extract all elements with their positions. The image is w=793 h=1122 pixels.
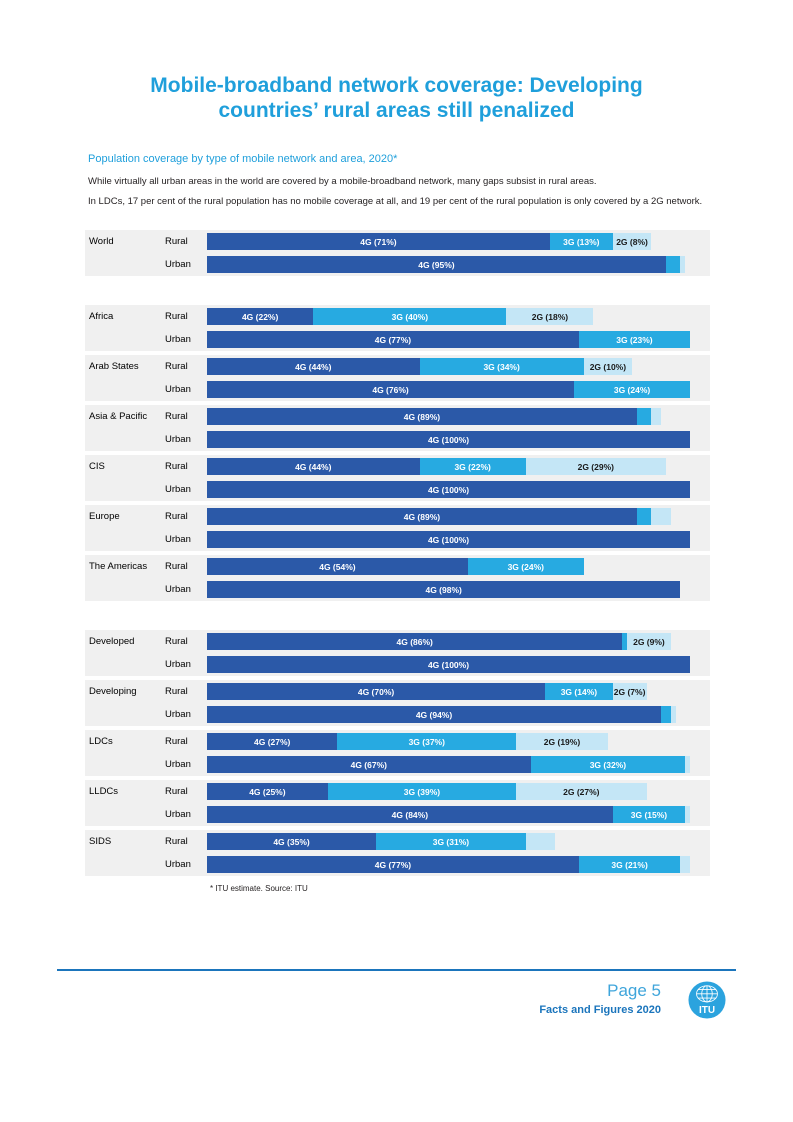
region-rows [165,230,710,276]
segment-label: 3G (15%) [630,809,668,820]
bar-row-urban [165,803,710,826]
region-rows [165,505,710,551]
bar-row-rural [165,830,710,853]
bar-segment-2g [613,683,647,700]
bar-segment-4g [207,481,690,498]
bar-segment-3g [637,408,651,425]
segment-label: 3G (21%) [611,859,648,870]
region-rows [165,630,710,676]
bar-segment-3g [579,856,680,873]
area-label: Urban [165,659,191,670]
bar-track [207,856,690,873]
area-label: Urban [165,709,191,720]
bar-segment-3g [545,683,613,700]
segment-label: 2G (18%) [531,311,569,322]
bar-segment-3g [579,331,690,348]
segment-label: 4G (44%) [295,361,332,372]
bar-segment-4g [207,308,313,325]
bar-segment-2g [680,856,690,873]
segment-label: 3G (24%) [507,561,544,572]
bar-row-rural [165,680,710,703]
chart-title: Population coverage by type of mobile network and area, 2020* [88,153,398,165]
region-rows [165,405,710,451]
bar-track [207,656,690,673]
region-group-ldcs [85,728,710,778]
bar-segment-4g [207,431,690,448]
bar-segment-4g [207,331,579,348]
region-label: Developing [89,686,137,697]
region-label: World [89,236,114,247]
bar-row-urban [165,378,710,401]
bar-track [207,308,690,325]
bar-segment-4g [207,833,376,850]
bar-row-urban [165,328,710,351]
bar-row-urban [165,428,710,451]
bar-segment-2g [651,508,670,525]
bar-track [207,431,690,448]
segment-label: 4G (77%) [374,334,412,345]
region-label: SIDS [89,836,112,847]
segment-label: 4G (77%) [374,859,412,870]
region-group-world [85,228,710,278]
bar-row-rural [165,355,710,378]
bar-track [207,481,690,498]
region-rows [165,455,710,501]
page-number: Page 5 [607,981,661,1000]
bar-segment-4g [207,256,666,273]
area-label: Rural [165,686,188,697]
bar-segment-3g [420,458,526,475]
bar-track [207,358,690,375]
bar-segment-4g [207,508,637,525]
page-title-line-1: Mobile-broadband network coverage: Developing [150,74,643,97]
bar-segment-2g [516,733,608,750]
area-label: Urban [165,384,191,395]
intro-line-1: While virtually all urban areas in the world are covered by a mobile-broadband network, many gaps subsist in rural areas. [88,176,597,187]
segment-label: 4G (94%) [415,709,453,720]
region-group-asia-pacific [85,403,710,453]
bar-row-rural [165,630,710,653]
bar-row-urban [165,753,710,776]
area-label: Rural [165,411,188,422]
bar-segment-2g [613,233,652,250]
segment-label: 4G (89%) [403,411,441,422]
segment-label: 4G (89%) [403,511,441,522]
segment-label: 4G (71%) [360,236,397,247]
region-group-developed [85,628,710,678]
bar-segment-4g [207,783,328,800]
area-label: Rural [165,786,188,797]
globe-icon [697,986,718,1002]
bar-row-urban [165,653,710,676]
bar-segment-4g [207,558,468,575]
area-label: Rural [165,361,188,372]
region-label: LLDCs [89,786,119,797]
segment-label: 4G (76%) [372,384,409,395]
bar-segment-3g [531,756,686,773]
bar-segment-3g [376,833,526,850]
segment-label: 4G (98%) [425,584,462,595]
region-rows [165,730,710,776]
region-rows [165,830,710,876]
chart-footnote: * ITU estimate. Source: ITU [210,884,308,893]
bar-row-urban [165,578,710,601]
bar-track [207,806,690,823]
segment-label: 3G (23%) [616,334,653,345]
bar-segment-4g [207,733,337,750]
bar-row-rural [165,505,710,528]
area-label: Urban [165,334,191,345]
bar-segment-3g [637,508,651,525]
bar-segment-3g [666,256,680,273]
bar-track [207,733,690,750]
bar-segment-4g [207,683,545,700]
bar-track [207,833,690,850]
bar-segment-4g [207,856,579,873]
bar-segment-4g [207,656,690,673]
bar-track [207,581,690,598]
area-label: Urban [165,434,191,445]
bar-track [207,458,690,475]
segment-label: 4G (22%) [241,311,279,322]
region-group-africa [85,303,710,353]
bar-segment-4g [207,381,574,398]
region-rows [165,780,710,826]
bar-segment-2g [680,256,685,273]
bar-segment-2g [506,308,593,325]
segment-label: 2G (7%) [613,686,646,697]
bar-segment-4g [207,581,680,598]
bar-segment-4g [207,233,550,250]
bar-row-urban [165,528,710,551]
region-group-developing [85,678,710,728]
segment-label: 4G (86%) [396,636,433,647]
bar-segment-3g [574,381,690,398]
segment-label: 4G (95%) [418,259,455,270]
region-label: The Americas [89,561,148,572]
segment-label: 2G (29%) [577,461,614,472]
bar-segment-3g [313,308,506,325]
bar-row-rural [165,305,710,328]
area-label: Rural [165,311,188,322]
segment-label: 4G (54%) [319,561,356,572]
bar-track [207,381,690,398]
bar-segment-3g [661,706,671,723]
area-label: Urban [165,759,191,770]
region-label: Developed [89,636,135,647]
segment-label: 3G (37%) [408,736,445,747]
segment-label: 4G (70%) [357,686,395,697]
segment-label: 4G (100%) [427,534,470,545]
region-label: Africa [89,311,114,322]
segment-label: 3G (22%) [454,461,491,472]
bar-row-rural [165,405,710,428]
segment-label: 4G (100%) [427,659,470,670]
region-rows [165,680,710,726]
bar-segment-4g [207,358,420,375]
itu-logo [688,981,726,1019]
region-label: Arab States [89,361,139,372]
area-label: Rural [165,836,188,847]
bar-track [207,233,690,250]
region-rows [165,355,710,401]
segment-label: 3G (40%) [391,311,429,322]
bar-segment-3g [337,733,516,750]
region-group-arab-states [85,353,710,403]
bar-track [207,783,690,800]
bar-segment-3g [550,233,613,250]
bar-row-urban [165,853,710,876]
bar-track [207,683,690,700]
area-label: Rural [165,236,188,247]
area-label: Urban [165,584,191,595]
segment-label: 2G (9%) [633,636,665,647]
bar-segment-2g [526,458,666,475]
segment-label: 4G (67%) [350,759,387,770]
segment-label: 2G (19%) [543,736,581,747]
segment-label: 4G (25%) [249,786,286,797]
bar-segment-2g [584,358,632,375]
region-group-cis [85,453,710,503]
bar-track [207,508,690,525]
segment-label: 2G (27%) [563,786,600,797]
bar-segment-4g [207,706,661,723]
bar-segment-4g [207,633,622,650]
area-label: Urban [165,809,191,820]
bar-segment-4g [207,531,690,548]
segment-label: 4G (27%) [254,736,291,747]
region-label: CIS [89,461,105,472]
bar-segment-2g [685,756,690,773]
region-group-the-americas [85,553,710,603]
bar-row-rural [165,780,710,803]
bar-segment-4g [207,806,613,823]
bar-track [207,408,690,425]
bar-segment-4g [207,458,420,475]
bar-segment-4g [207,408,637,425]
bar-segment-2g [671,706,676,723]
area-label: Urban [165,859,191,870]
bar-track [207,706,690,723]
bar-segment-2g [685,806,690,823]
segment-label: 3G (13%) [563,236,600,247]
itu-logo-text: ITU [698,1004,716,1016]
bar-segment-3g [420,358,584,375]
footer-divider [57,969,736,971]
chart-section-1 [85,228,710,278]
bar-segment-3g [468,558,584,575]
bar-segment-2g [526,833,555,850]
segment-label: 3G (31%) [432,836,470,847]
segment-label: 2G (8%) [616,236,648,247]
bar-row-rural [165,555,710,578]
bar-segment-2g [651,408,661,425]
bar-track [207,531,690,548]
bar-track [207,756,690,773]
segment-label: 3G (24%) [613,384,651,395]
region-rows [165,555,710,601]
region-label: LDCs [89,736,113,747]
chart-section-3 [85,628,710,878]
segment-label: 4G (100%) [427,484,470,495]
region-label: Asia & Pacific [89,411,148,422]
segment-label: 4G (100%) [427,434,470,445]
bar-row-rural [165,455,710,478]
area-label: Urban [165,484,191,495]
area-label: Urban [165,534,191,545]
segment-label: 2G (10%) [589,361,627,372]
area-label: Urban [165,259,191,270]
bar-segment-4g [207,756,531,773]
segment-label: 3G (39%) [403,786,441,797]
segment-label: 3G (14%) [560,686,598,697]
bar-segment-2g [627,633,670,650]
bar-track [207,633,690,650]
bar-segment-2g [516,783,646,800]
bar-track [207,256,690,273]
bar-row-rural [165,230,710,253]
bar-track [207,331,690,348]
segment-label: 4G (84%) [391,809,429,820]
page-title [0,0,793,123]
area-label: Rural [165,736,188,747]
region-rows [165,305,710,351]
bar-row-urban [165,478,710,501]
segment-label: 4G (44%) [295,461,332,472]
area-label: Rural [165,636,188,647]
chart-section-2 [85,303,710,603]
bar-row-rural [165,730,710,753]
area-label: Rural [165,511,188,522]
segment-label: 4G (35%) [273,836,310,847]
bar-track [207,558,690,575]
region-group-lldcs [85,778,710,828]
area-label: Rural [165,461,188,472]
segment-label: 3G (34%) [483,361,520,372]
region-group-sids [85,828,710,878]
publication-title: Facts and Figures 2020 [539,1004,661,1016]
segment-label: 3G (32%) [589,759,627,770]
intro-line-2: In LDCs, 17 per cent of the rural population has no mobile coverage at all, and 19 per cent of the rural population is only covered by a 2G network. [88,196,703,207]
bar-segment-3g [613,806,685,823]
coverage-chart [85,228,710,878]
footer [539,981,661,1016]
bar-segment-3g [328,783,516,800]
page-title-line-2: countries’ rural areas still penalized [218,99,575,122]
region-label: Europe [89,511,120,522]
bar-row-urban [165,253,710,276]
region-group-europe [85,503,710,553]
area-label: Rural [165,561,188,572]
bar-row-urban [165,703,710,726]
